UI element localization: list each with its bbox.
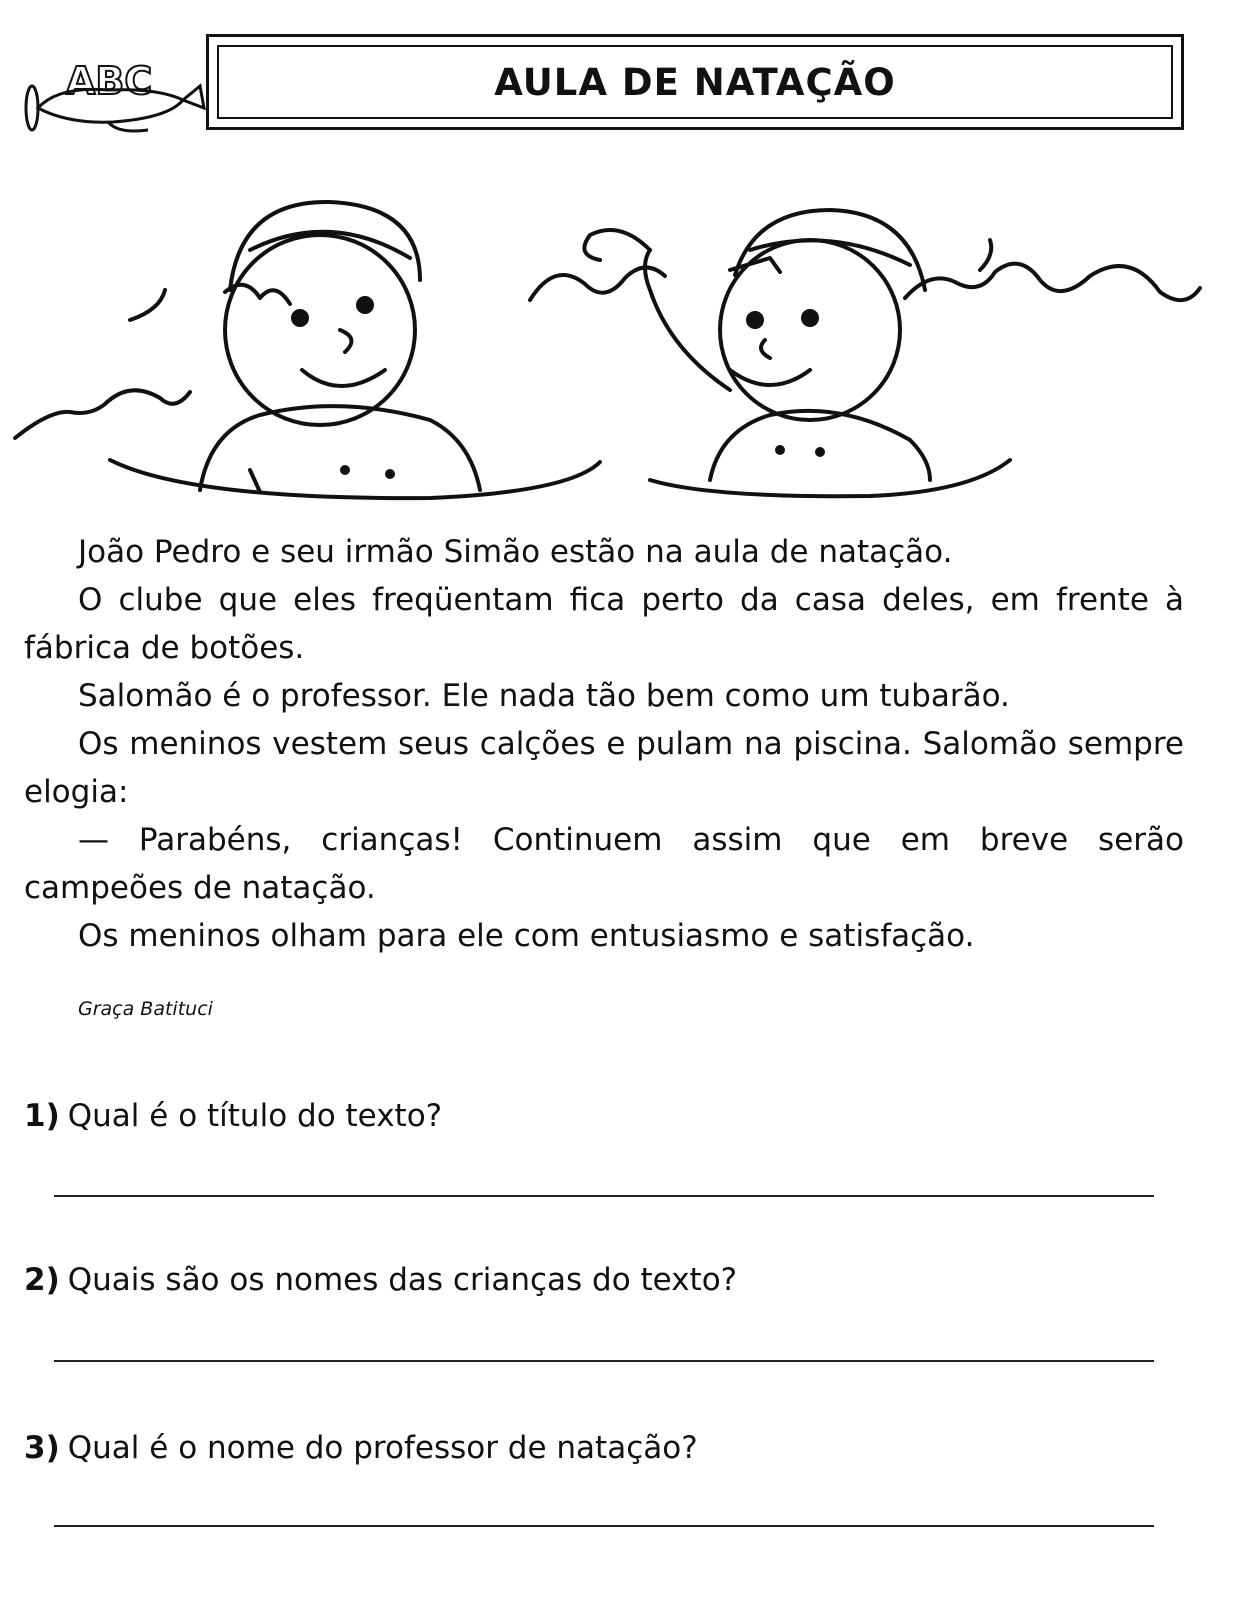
page-title: AULA DE NATAÇÃO	[494, 60, 896, 104]
story-paragraph: Os meninos olham para ele com entusiasmo e satisfação.	[78, 918, 975, 954]
story-paragraph: Salomão é o professor. Ele nada tão bem como um tubarão.	[78, 678, 1010, 714]
question-text: Qual é o título do texto?	[67, 1098, 443, 1134]
boy-right	[584, 210, 930, 480]
question-text: Quais são os nomes das crianças do texto?	[67, 1262, 738, 1298]
story-paragraph: O clube que eles freqüentam fica perto da casa deles, em frente à fábrica de botões.	[24, 582, 1184, 666]
question-number: 3)	[24, 1430, 60, 1466]
question-number: 1)	[24, 1098, 60, 1134]
title-banner	[206, 34, 1184, 130]
story-paragraph: Os meninos vestem seus calções e pulam na piscina. Salomão sempre elogia:	[24, 726, 1184, 810]
answer-line-1[interactable]	[54, 1195, 1154, 1197]
story-paragraph: — Parabéns, crianças! Continuem assim que em breve serão campeões de natação.	[24, 822, 1184, 906]
abc-airplane-logo	[18, 38, 208, 138]
boy-left	[200, 202, 480, 492]
logo-letters: ABC	[66, 59, 153, 103]
story-text	[24, 528, 1184, 960]
answer-line-3[interactable]	[54, 1525, 1154, 1527]
swimming-kids-illustration	[10, 180, 1205, 510]
story-paragraph: João Pedro e seu irmão Simão estão na aula de natação.	[78, 534, 953, 570]
question-number: 2)	[24, 1262, 60, 1298]
question-1	[24, 1098, 1184, 1134]
question-2	[24, 1262, 1184, 1298]
splash-left	[130, 290, 165, 320]
answer-line-2[interactable]	[54, 1360, 1154, 1362]
question-3	[24, 1430, 1184, 1466]
author-credit: Graça Batituci	[78, 998, 213, 1020]
header	[18, 30, 1198, 140]
question-text: Qual é o nome do professor de natação?	[67, 1430, 698, 1466]
splash-right	[980, 240, 991, 270]
